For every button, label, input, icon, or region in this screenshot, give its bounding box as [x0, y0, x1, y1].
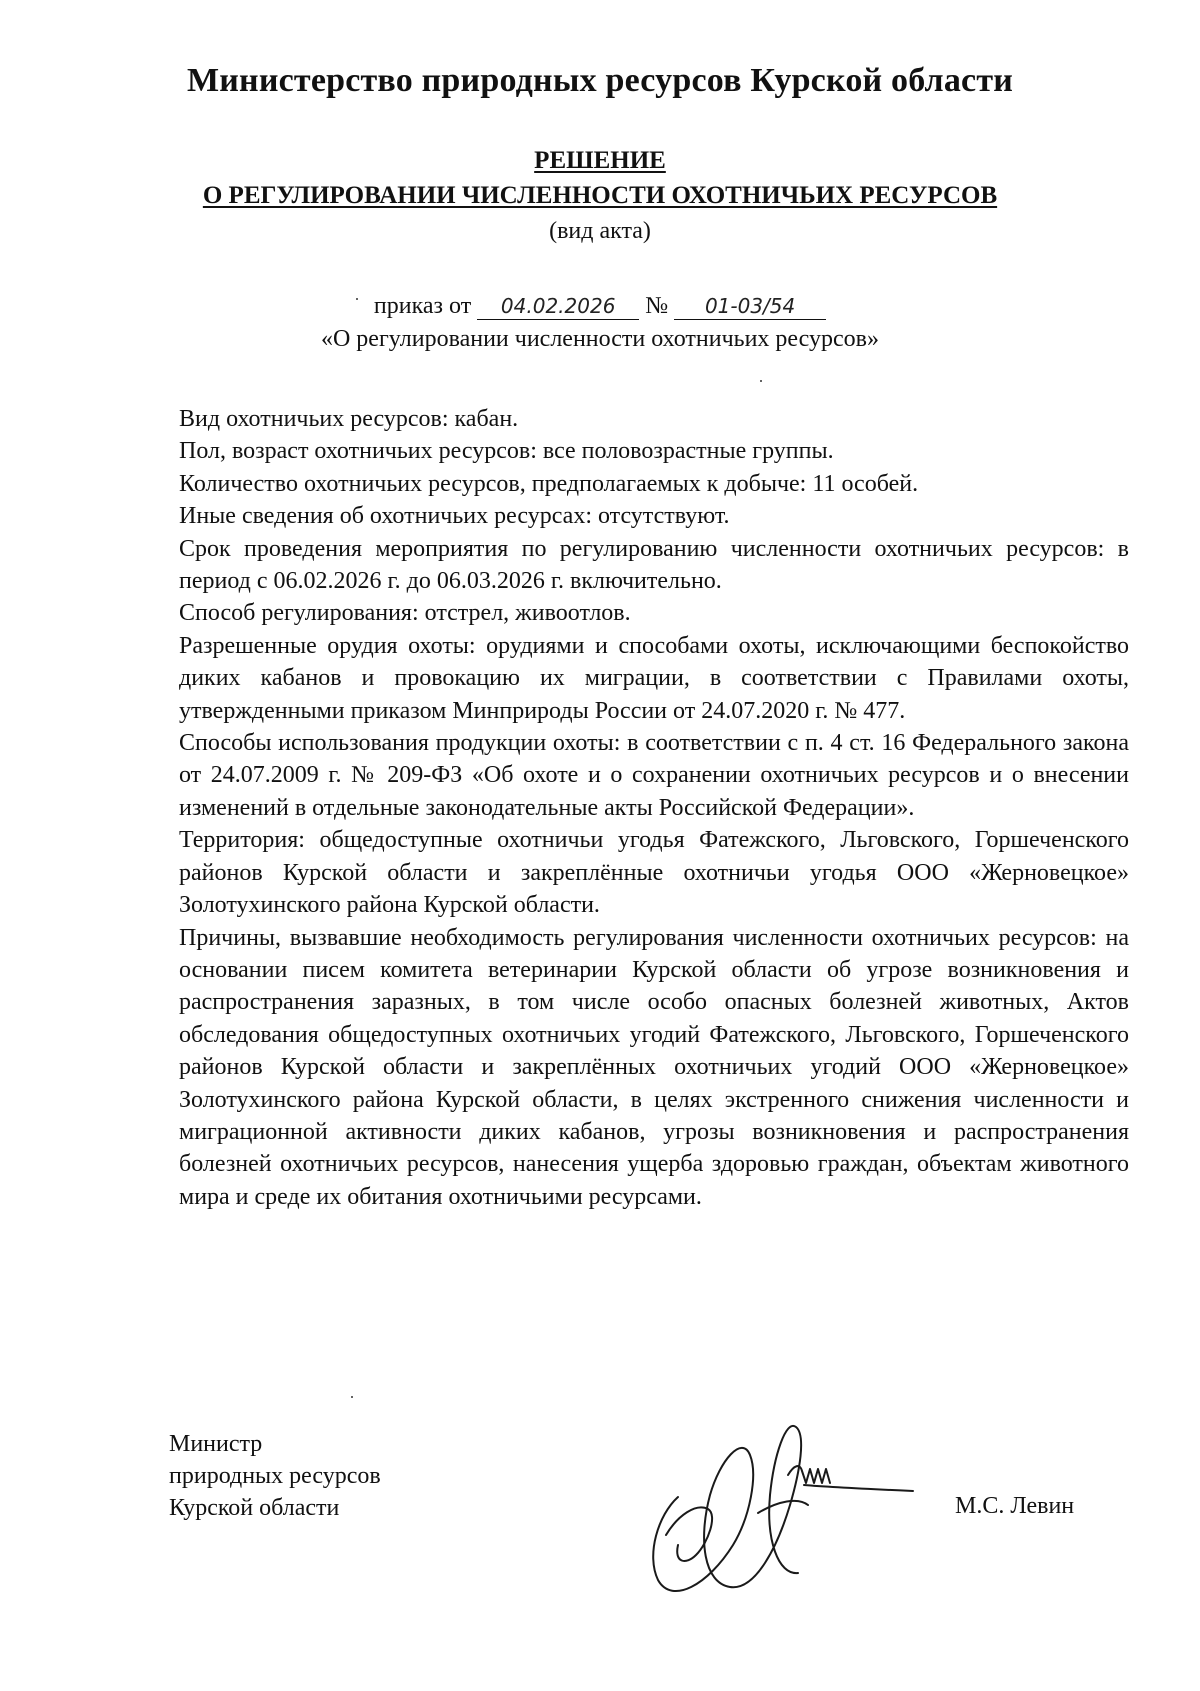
scan-speck	[351, 1396, 353, 1398]
order-number-handwritten: 01-03/54	[674, 293, 826, 320]
paragraph-sex-age: Пол, возраст охотничьих ресурсов: все половозрастные группы.	[179, 438, 834, 465]
paragraph-territory: Территория: общедоступные охотничьи угодья Фатежского, Льговского, Горшеченского районов Курской области и закреплённые охотничьи угодья ООО «Жерновецкое» Золотухинского района Курской области.	[179, 827, 1129, 919]
order-line	[0, 293, 1200, 320]
order-date-handwritten: 04.02.2026	[477, 293, 639, 320]
paragraph-other-info: Иные сведения об охотничьих ресурсах: отсутствуют.	[179, 503, 730, 530]
paragraph-product-use: Способы использования продукции охоты: в соответствии с п. 4 ст. 16 Федерального закона от 24.07.2009 г. № 209-ФЗ «Об охоте и о сохранении охотничьих ресурсов и о внесении изменений в отдельные законодательные акты Российской Федерации».	[179, 730, 1129, 821]
decision-type-heading: РЕШЕНИЕ	[534, 147, 666, 174]
signatory-position-line: Министр	[169, 1431, 263, 1457]
scan-speck	[760, 380, 762, 382]
decision-subject-heading: О РЕГУЛИРОВАНИИ ЧИСЛЕННОСТИ ОХОТНИЧЬИХ РЕСУРСОВ	[202, 182, 998, 209]
signatory-position-line: природных ресурсов	[169, 1463, 381, 1489]
signer-name: М.С. Левин	[955, 1493, 1075, 1519]
paragraph-period: Срок проведения мероприятия по регулированию численности охотничьих ресурсов: в период с 06.02.2026 г. до 06.03.2026 г. включительно.	[179, 535, 1129, 595]
ministry-title: Министерство природных ресурсов Курской области	[186, 62, 1014, 99]
act-kind-note: (вид акта)	[549, 218, 651, 244]
order-title: «О регулировании численности охотничьих ресурсов»	[320, 326, 880, 352]
scan-speck	[356, 298, 358, 300]
paragraph-hunting-tools: Разрешенные орудия охоты: орудиями и способами охоты, исключающими беспокойство диких кабанов и провокацию их миграции, в соответствии с Правилами охоты, утвержденными приказом Минприроды России от 24.07.2020 г. № 477.	[179, 632, 1129, 724]
order-prefix: приказ от	[373, 293, 472, 319]
paragraph-resource-type: Вид охотничьих ресурсов: кабан.	[179, 406, 519, 432]
handwritten-signature	[638, 1405, 928, 1605]
signatory-position	[169, 1428, 381, 1524]
order-number-label: №	[645, 293, 669, 319]
signatory-position-line: Курской области	[169, 1495, 340, 1521]
decision-body	[179, 403, 1129, 1213]
paragraph-quantity: Количество охотничьих ресурсов, предполагаемых к добыче: 11 особей.	[179, 470, 919, 497]
paragraph-method: Способ регулирования: отстрел, живоотлов.	[179, 600, 631, 627]
paragraph-reasons: Причины, вызвавшие необходимость регулирования численности охотничьих ресурсов: на основании писем комитета ветеринарии Курской области об угрозе возникновения и распространения заразных, в том числе особо опасных болезней животных, Актов обследования общедоступных охотничьих угодий Фатежского, Льговского, Горшеченского районов Курской области и закреплённых охотничьих угодий ООО «Жерновецкое» Золотухинского района Курской области, в целях экстренного снижения численности и миграционной активности диких кабанов, угрозы возникновения и распространения болезней охотничьих ресурсов, нанесения ущерба здоровью граждан, объектам животного мира и среде их обитания охотничьими ресурсами.	[179, 924, 1129, 1210]
